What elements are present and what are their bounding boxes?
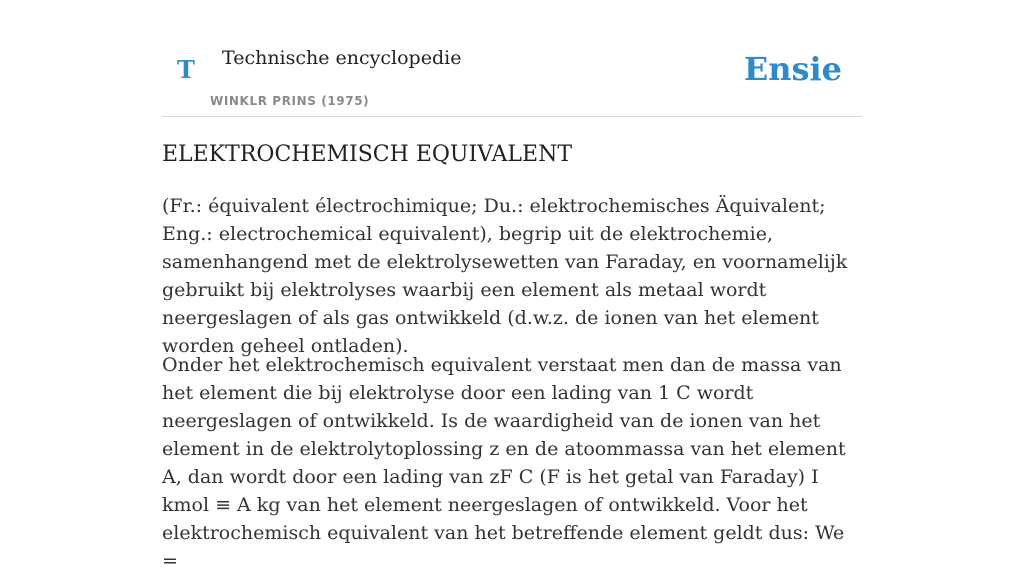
- book-header: [162, 0, 862, 117]
- book-title-link[interactable]: Technische encyclopedie: [222, 47, 462, 69]
- book-logo-icon[interactable]: T: [177, 55, 195, 84]
- entry-paragraph-1: (Fr.: équivalent électrochimique; Du.: elektrochemisches Äquivalent; Eng.: electrochemical equivalent), begrip uit de elektrochemie, samenhangend met de elektrolysewetten van Faraday, en voornamelijk gebruikt bij elektrolyses waarbij een element als metaal wordt neergeslagen of als gas ontwikkeld (d.w.z. de ionen van het element worden geheel ontladen).: [162, 195, 848, 357]
- book-source-label: WINKLR PRINS (1975): [210, 94, 370, 108]
- entry-paragraph-2: Onder het elektrochemisch equivalent verstaat men dan de massa van het element die bij elektrolyse door een lading van 1 C wordt neergeslagen of ontwikkeld. Is de waardigheid van de ionen van het element in de elektrolytoplossing z en de atoommassa van het element A, dan wordt door een lading van zF C (F is het getal van Faraday) I kmol ≡ A kg van het element neergeslagen of ontwikkeld. Voor het elektrochemisch equivalent van het betreffende element geldt dus: We =: [162, 354, 846, 572]
- article-page: [162, 0, 862, 572]
- ensie-logo[interactable]: Ensie: [743, 50, 842, 88]
- entry-title: ELEKTROCHEMISCH EQUIVALENT: [162, 142, 573, 167]
